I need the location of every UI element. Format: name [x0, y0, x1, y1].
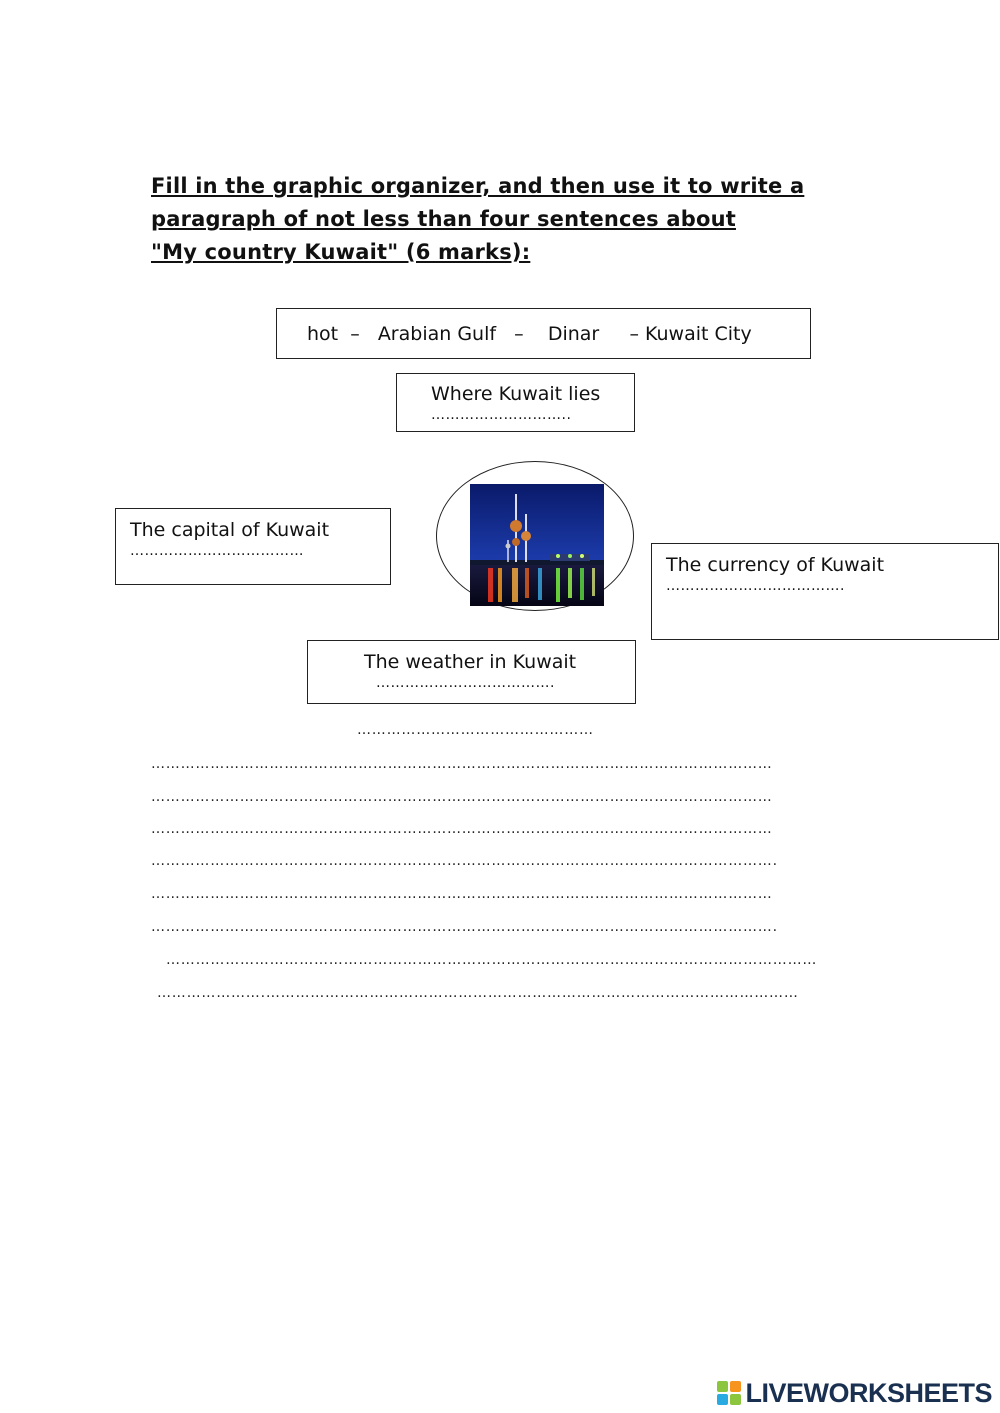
instruction-line-2: paragraph of not less than four sentences about [151, 207, 736, 231]
writing-line[interactable]: ……………………………………………………………………………………………………………… [151, 756, 773, 772]
word-bank: hot – Arabian Gulf – Dinar – Kuwait City [276, 308, 811, 359]
liveworksheets-logo-icon [717, 1381, 741, 1405]
writing-line[interactable]: ………………………………………… [357, 722, 594, 738]
writing-line[interactable]: ……………………………………………………………………………………………………………… [151, 821, 773, 837]
writing-line[interactable]: ………………………………………………………………………………………………………………. [151, 919, 778, 935]
instruction-line-3: "My country Kuwait" (6 marks): [151, 240, 531, 264]
liveworksheets-logo-text: LIVEWORKSHEETS [745, 1377, 992, 1408]
capital-box [115, 508, 391, 585]
writing-line[interactable]: ………………….……………………………………………………………………………………………… [157, 985, 799, 1001]
capital-answer-blank[interactable]: ……………………………… [130, 543, 304, 559]
instructions [151, 170, 831, 269]
weather-answer-blank[interactable]: ………………………………. [376, 675, 555, 691]
weather-label: The weather in Kuwait [364, 651, 577, 673]
where-answer-blank[interactable]: ……………………….. [431, 407, 572, 423]
writing-line[interactable]: ……………………………………………………………………………………………………………… [151, 789, 773, 805]
instruction-line-1: Fill in the graphic organizer, and then use it to write a [151, 174, 805, 198]
capital-label: The capital of Kuwait [130, 519, 330, 541]
currency-label: The currency of Kuwait [666, 554, 885, 576]
currency-box [651, 543, 999, 640]
where-label: Where Kuwait lies [431, 383, 601, 405]
weather-box [307, 640, 636, 704]
where-box [396, 373, 635, 432]
writing-line[interactable]: ……………………………………………………………………………………………………………… [151, 886, 773, 902]
kuwait-towers-photo [470, 484, 604, 606]
currency-answer-blank[interactable]: ………………………………. [666, 578, 845, 594]
writing-line[interactable]: ………………………………………………………………………………………………………………. [151, 853, 778, 869]
writing-line[interactable]: …………………………………………………………………………………………………………………… [166, 952, 818, 968]
liveworksheets-logo [717, 1376, 992, 1410]
